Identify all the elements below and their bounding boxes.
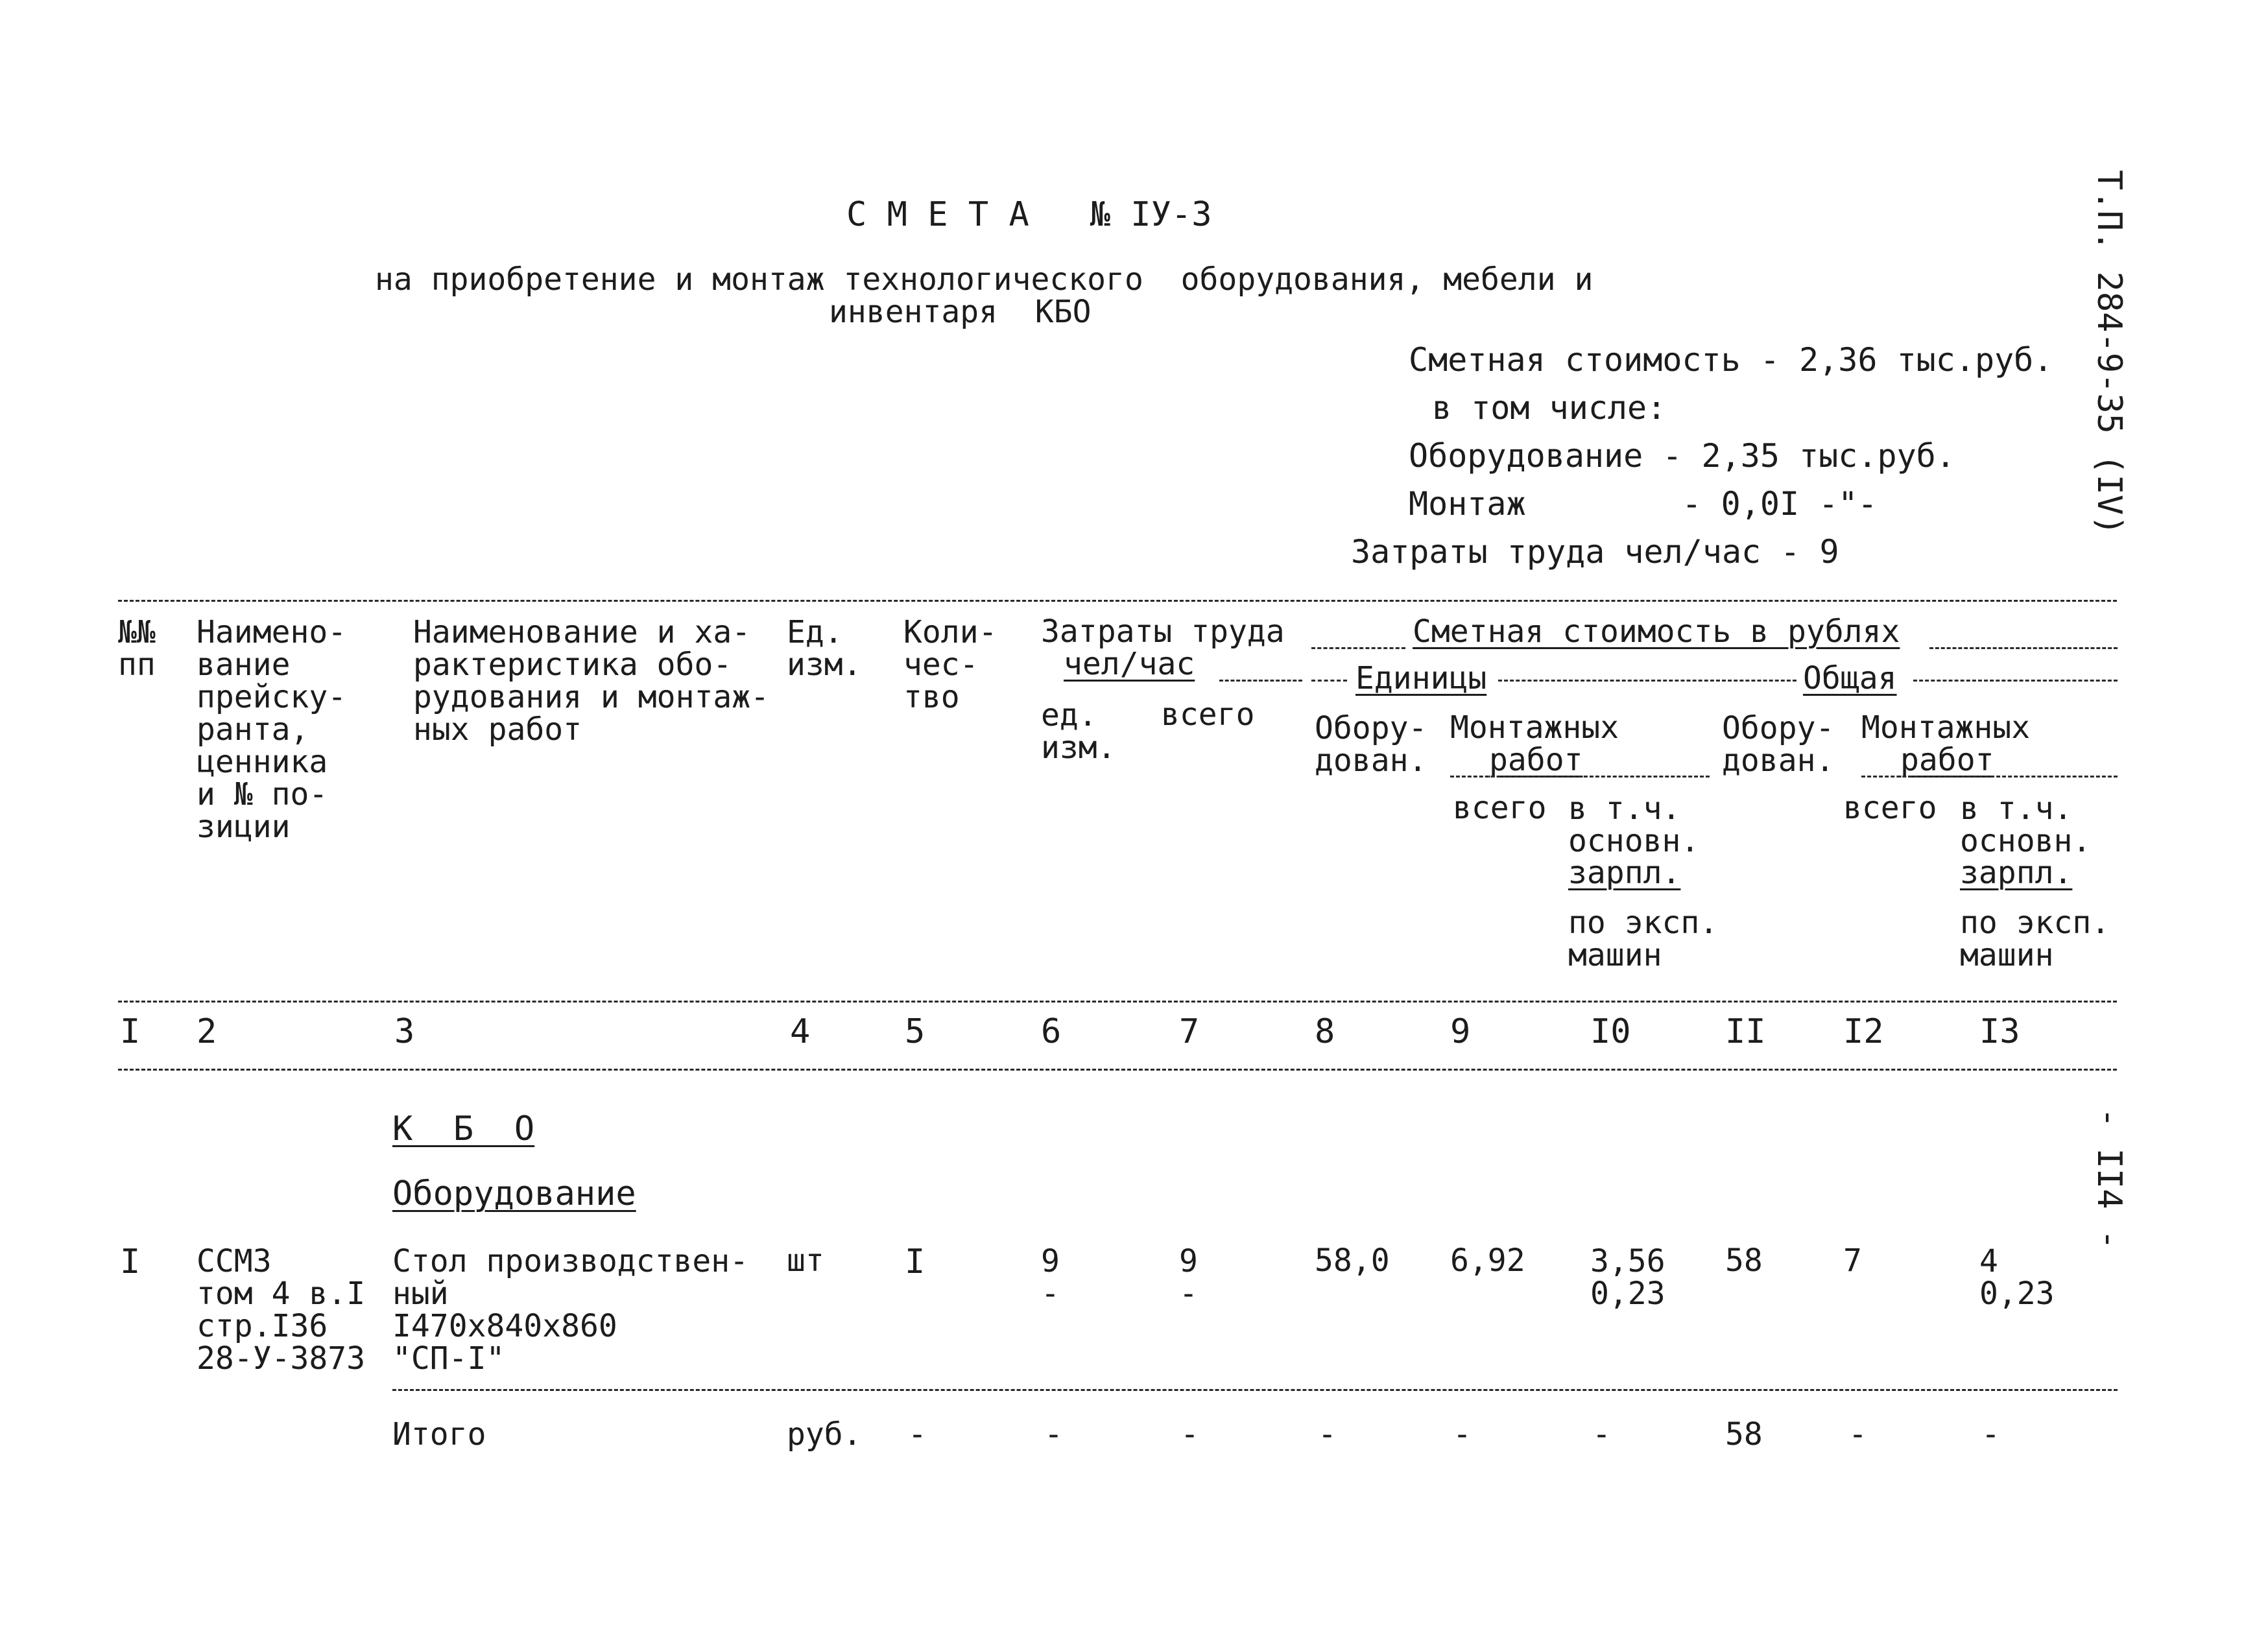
section-name: К Б О <box>392 1110 535 1148</box>
summary-including: в том числе: <box>1432 389 1667 427</box>
header-col-13-machines: по эксп. машин <box>1960 905 2110 973</box>
column-number: 4 <box>790 1012 811 1051</box>
header-col-2: Наимено- вание прейску- ранта, ценника и № по- зиции <box>197 614 347 845</box>
header-mount-total-rule <box>1861 776 2118 778</box>
header-labor-rule <box>1219 680 1302 682</box>
header-mount-total: Монтажных <box>1861 709 2031 746</box>
header-col-10-salary: зарпл. <box>1568 855 1681 891</box>
summary-equipment: Оборудование - 2,35 тыс.руб. <box>1409 437 1955 475</box>
header-col-13-wage: в т.ч. основн. <box>1960 790 2092 859</box>
column-number: 8 <box>1315 1012 1335 1051</box>
row-equipment-unit-cost: 58,0 <box>1315 1242 1390 1279</box>
header-col-4: Ед. изм. <box>787 614 862 683</box>
row-number: I <box>120 1242 141 1281</box>
row-mount-total-wage: 4 0,23 <box>1979 1243 2055 1312</box>
row-labor-per-unit: 9 - <box>1041 1243 1060 1312</box>
total-value: - <box>1044 1416 1063 1453</box>
document-subtitle-line2: инвентаря КБО <box>829 294 1092 330</box>
document-title: С М Е Т А № IУ-3 <box>846 195 1212 234</box>
row-unit: шт <box>787 1242 824 1279</box>
header-col-9: всего <box>1453 790 1547 826</box>
summary-estimated-cost: Сметная стоимость - 2,36 тыс.руб. <box>1409 341 2053 379</box>
total-value: - <box>1318 1416 1337 1453</box>
total-top-rule <box>392 1389 2118 1391</box>
header-cost-rule-left <box>1311 647 1405 649</box>
total-value: - <box>1592 1416 1611 1453</box>
header-units-rule-left <box>1311 680 1347 682</box>
header-col-12: всего <box>1843 790 1937 826</box>
header-col-8: Обору- дован. <box>1315 710 1427 779</box>
header-total-group: Общая <box>1803 660 1897 696</box>
total-label: Итого <box>392 1416 486 1453</box>
total-value: 58 <box>1725 1416 1763 1453</box>
column-numbers-top-rule <box>118 1001 2117 1003</box>
header-units-rule-right <box>1498 680 1796 682</box>
row-equipment-name: Стол производствен- ный I470х840х860 "СП-I" <box>392 1243 749 1377</box>
column-number: II <box>1725 1012 1766 1051</box>
header-mount-total-works: работ <box>1900 742 1994 778</box>
header-col-1: №№ пп <box>118 614 156 683</box>
column-number: 2 <box>197 1012 217 1051</box>
summary-labor: Затраты труда чел/час - 9 <box>1351 533 1839 571</box>
header-col-11: Обору- дован. <box>1722 710 1835 779</box>
row-mount-unit-wage: 3,56 0,23 <box>1590 1243 1665 1312</box>
header-labor-unit: чел/час <box>1064 646 1195 682</box>
column-number: I0 <box>1590 1012 1631 1051</box>
column-number: I3 <box>1979 1012 2020 1051</box>
header-mount-unit-rule <box>1450 776 1710 778</box>
row-equipment-total: 58 <box>1725 1242 1763 1279</box>
column-number: I <box>120 1012 141 1051</box>
header-units-group: Единицы <box>1355 660 1487 696</box>
summary-mounting: Монтаж - 0,0I -"- <box>1409 485 1878 523</box>
total-value: - <box>1848 1416 1867 1453</box>
column-number: 6 <box>1041 1012 1062 1051</box>
total-value: - <box>1180 1416 1199 1453</box>
table-top-rule <box>118 600 2117 602</box>
header-cost-rule-right <box>1929 647 2118 649</box>
header-mount-unit: Монтажных <box>1450 709 1619 746</box>
subsection-name: Оборудование <box>392 1174 636 1213</box>
column-number: 7 <box>1179 1012 1200 1051</box>
row-pricelist: ССМЗ том 4 в.I стр.I36 28-У-3873 <box>197 1243 366 1377</box>
header-col-10-machines: по эксп. машин <box>1568 905 1719 973</box>
header-col-13-salary: зарпл. <box>1960 855 2073 891</box>
header-total-rule-right <box>1913 680 2118 682</box>
row-mount-total: 7 <box>1843 1242 1862 1279</box>
column-numbers-bottom-rule <box>118 1069 2117 1071</box>
page-number-label: - II4 - <box>2090 1108 2129 1250</box>
header-labor-group: Затраты труда <box>1041 613 1285 650</box>
row-labor-total: 9 - <box>1179 1243 1198 1312</box>
document-subtitle-line1: на приобретение и монтаж технологического оборудования, мебели и <box>375 261 1594 298</box>
total-value: - <box>1981 1416 2000 1453</box>
header-col-7: всего <box>1161 696 1255 733</box>
row-mount-unit-total: 6,92 <box>1450 1242 1525 1279</box>
header-col-3: Наименование и ха- рактеристика обо- рудования и монтаж- ных работ <box>413 614 770 748</box>
column-number: I2 <box>1843 1012 1884 1051</box>
header-col-10-wage: в т.ч. основн. <box>1568 790 1700 859</box>
header-cost-group: Сметная стоимость в рублях <box>1413 613 1900 650</box>
header-mount-unit-works: работ <box>1489 742 1583 778</box>
header-col-5: Коли- чес- тво <box>903 614 997 715</box>
row-quantity: I <box>905 1242 925 1281</box>
total-value: - <box>1453 1416 1472 1453</box>
total-value: - <box>908 1416 927 1453</box>
header-col-6: ед. изм. <box>1041 697 1116 766</box>
column-number: 9 <box>1450 1012 1471 1051</box>
column-number: 5 <box>905 1012 925 1051</box>
column-number: 3 <box>394 1012 415 1051</box>
total-unit: руб. <box>787 1416 862 1453</box>
document-code-label: Т.П. 284-9-35 (IV) <box>2090 170 2129 536</box>
